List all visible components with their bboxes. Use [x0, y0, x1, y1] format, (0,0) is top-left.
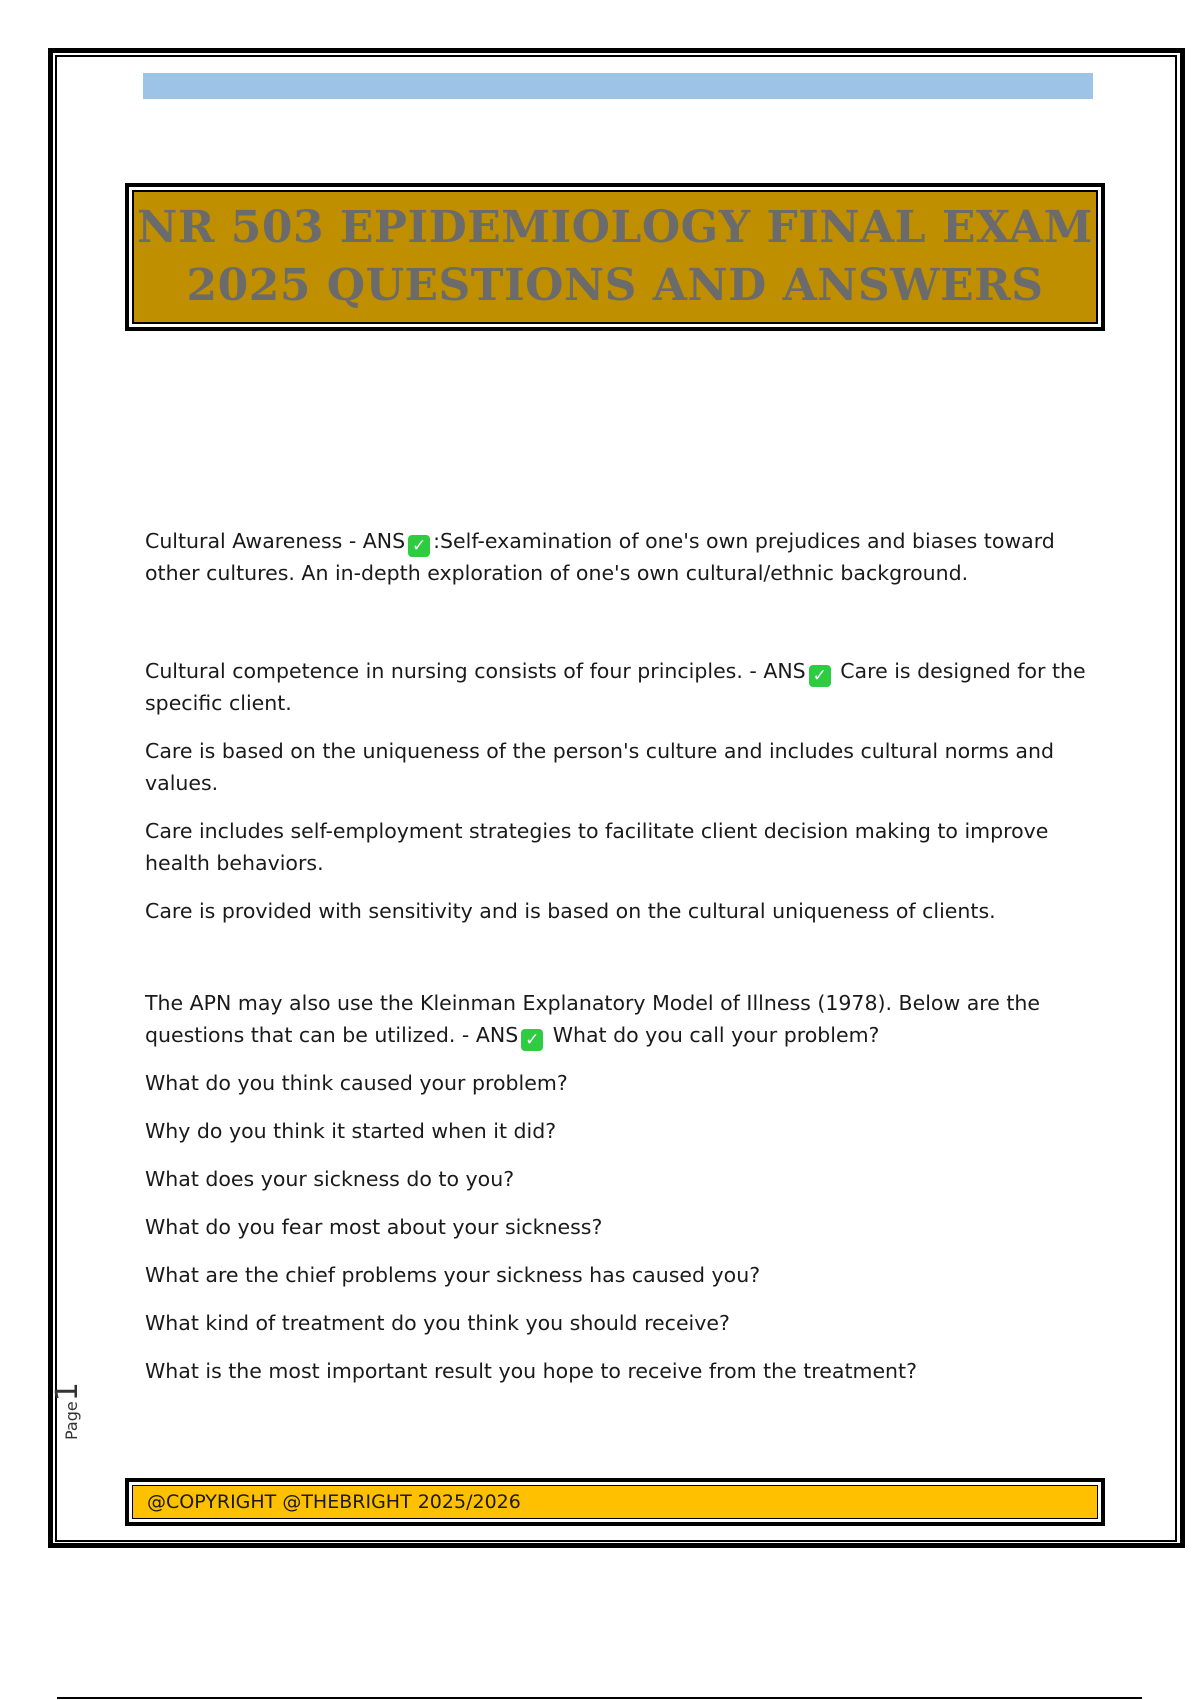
qa-2-answer-line-1: Care is designed for the specific client.: [145, 659, 1086, 715]
qa-2-question: Cultural competence in nursing consists of four principles. -: [145, 659, 764, 683]
qa-3-answer-line-5: What do you fear most about your sickness?: [145, 1215, 603, 1239]
title-box-fill: [132, 190, 1098, 324]
qa-1: [145, 525, 1095, 589]
qa-3-answer-line-6: What are the chief problems your sickness has caused you?: [145, 1263, 761, 1287]
check-icon: ✓: [408, 535, 430, 557]
qa-2-answer-line-4: Care is provided with sensitivity and is based on the cultural uniqueness of clients.: [145, 899, 996, 923]
qa-3-answer-line-1: What do you call your problem?: [546, 1023, 880, 1047]
bottom-rule: [57, 1697, 1142, 1699]
qa-1-question: Cultural Awareness -: [145, 529, 363, 553]
header-band: [143, 73, 1093, 99]
ans-marker: ANS: [362, 529, 406, 553]
qa-3-answer-line-3: Why do you think it started when it did?: [145, 1119, 557, 1143]
page-label: Page: [62, 1401, 81, 1440]
qa-3-answer-line-4: What does your sickness do to you?: [145, 1167, 515, 1191]
check-icon: ✓: [809, 665, 831, 687]
qa-content: [145, 525, 1095, 1387]
qa-3-answer-line-2: What do you think caused your problem?: [145, 1071, 568, 1095]
title-box: [125, 183, 1105, 331]
qa-1-answer: :Self-examination of one's own prejudices and biases toward other cultures. An in-depth exploration of one's own cultural/ethnic background.: [145, 529, 1055, 585]
qa-3: [145, 987, 1095, 1051]
qa-2-answer-line-3: Care includes self-employment strategies to facilitate client decision making to improve health behaviors.: [145, 819, 1049, 875]
title-line-1: NR 503 EPIDEMIOLOGY FINAL EXAM: [137, 202, 1093, 253]
qa-2-answer-line-2: Care is based on the uniqueness of the person's culture and includes cultural norms and values.: [145, 739, 1054, 795]
ans-marker: ANS: [475, 1023, 519, 1047]
qa-3-question: The APN may also use the Kleinman Explanatory Model of Illness (1978). Below are the questions that can be utilized. -: [145, 991, 1041, 1047]
ans-marker: ANS: [763, 659, 806, 683]
footer-copyright: @COPYRIGHT @THEBRIGHT 2025/2026: [132, 1485, 1098, 1519]
footer-bar: [125, 1478, 1105, 1526]
page-number-value: 1: [50, 1382, 85, 1402]
page-number: [50, 1360, 85, 1440]
title-line-2: 2025 QUESTIONS AND ANSWERS: [186, 260, 1044, 311]
qa-3-answer-line-8: What is the most important result you hope to receive from the treatment?: [145, 1359, 917, 1383]
check-icon: ✓: [521, 1029, 543, 1051]
qa-3-answer-line-7: What kind of treatment do you think you should receive?: [145, 1311, 730, 1335]
qa-2: [145, 655, 1095, 719]
